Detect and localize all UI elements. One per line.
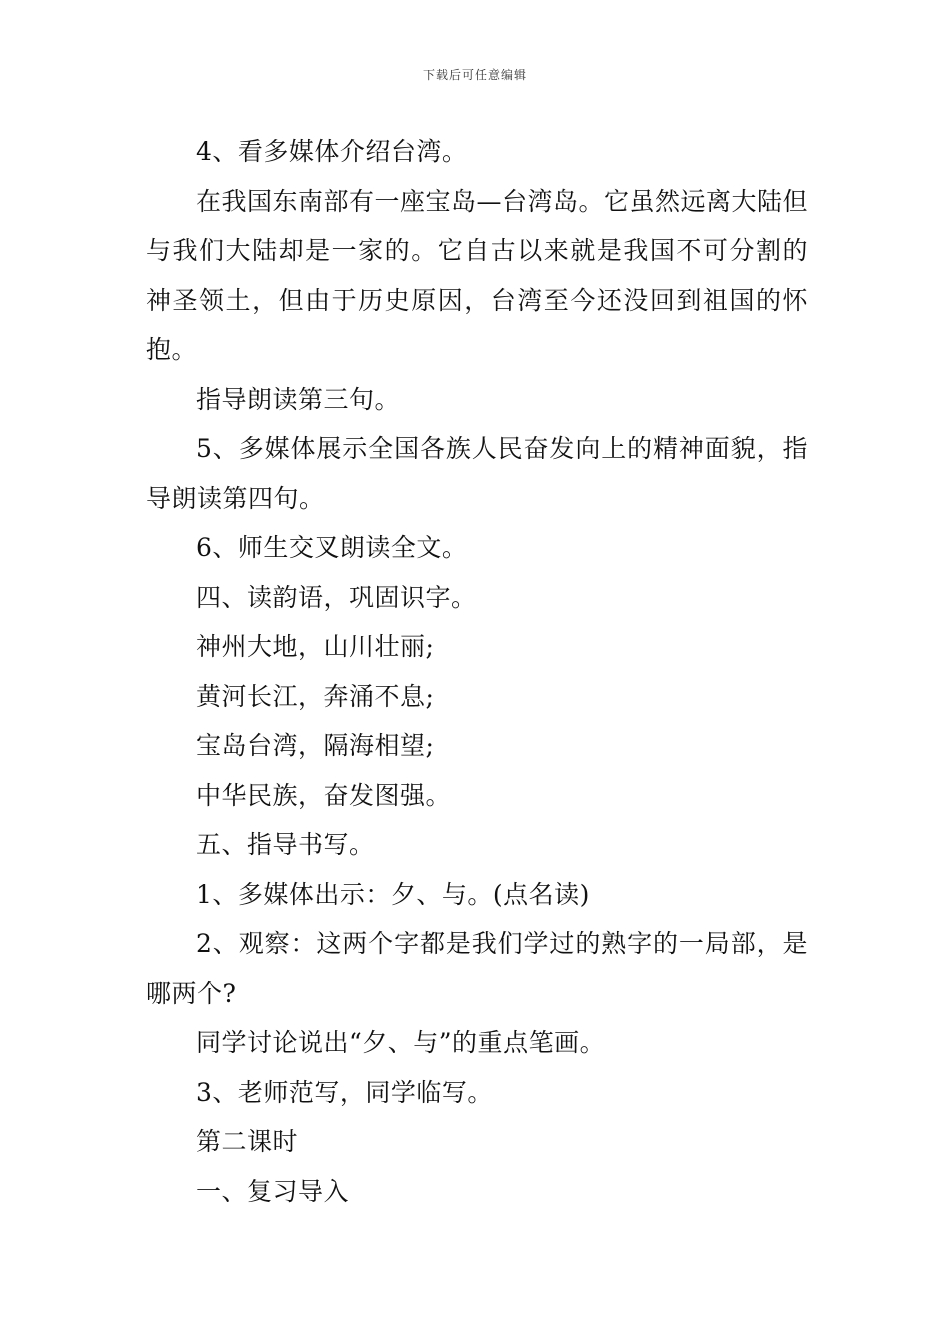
verse-line: 中华民族，奋发图强。	[196, 780, 452, 810]
section-heading: 一、复习导入	[196, 1176, 350, 1206]
paragraph: 2、观察：这两个字都是我们学过的熟字的一局部，是哪两个?	[146, 929, 808, 1008]
document-body	[146, 127, 808, 1216]
section-heading: 第二课时	[196, 1127, 299, 1156]
paragraph: 同学讨论说出“夕、与”的重点笔画。	[196, 1028, 606, 1057]
paragraph: 4、看多媒体介绍台湾。	[196, 137, 468, 166]
verse-line: 黄河长江，奔涌不息;	[196, 681, 435, 711]
paragraph: 6、师生交叉朗读全文。	[196, 533, 468, 562]
paragraph: 3、老师范写，同学临写。	[196, 1077, 493, 1107]
paragraph: 1、多媒体出示：夕、与。(点名读)	[196, 879, 590, 909]
paragraph: 指导朗读第三句。	[196, 384, 401, 414]
header-note: 下载后可任意编辑	[422, 68, 527, 82]
verse-line: 宝岛台湾，隔海相望;	[196, 731, 435, 760]
paragraph: 在我国东南部有一座宝岛—台湾岛。它虽然远离大陆但与我们大陆却是一家的。它自古以来就是我国不可分割的神圣领土，但由于历史原因，台湾至今还没回到祖国的怀抱。	[146, 186, 809, 364]
section-heading: 五、指导书写。	[196, 830, 375, 859]
section-heading: 四、读韵语，巩固识字。	[196, 582, 477, 612]
verse-line: 神州大地，山川壮丽;	[196, 632, 435, 661]
paragraph: 5、多媒体展示全国各族人民奋发向上的精神面貌，指导朗读第四句。	[146, 434, 808, 513]
